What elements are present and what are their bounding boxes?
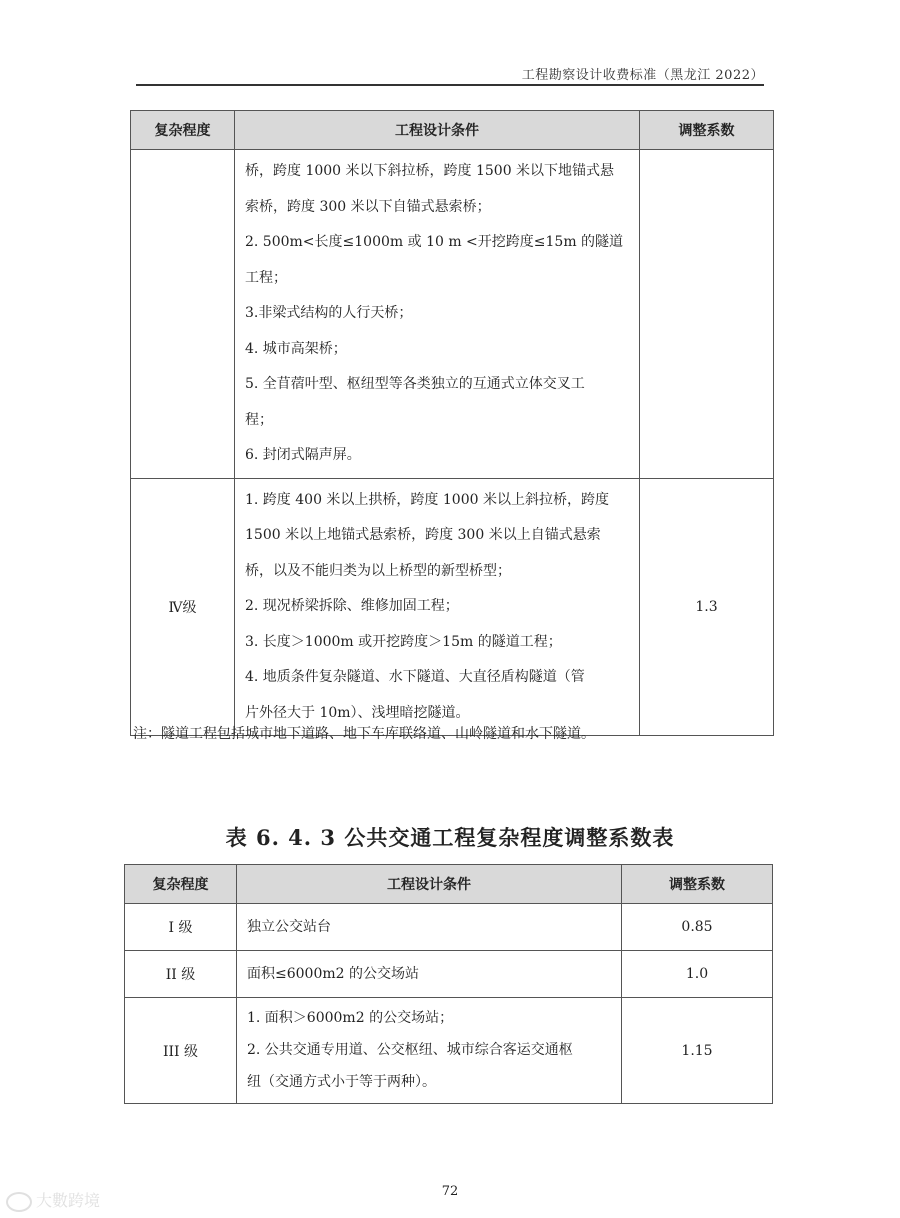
adjustment-coefficient: 1.0 [622, 951, 773, 998]
condition-line: 片外径大于 10m）、浅埋暗挖隧道。 [245, 704, 470, 721]
table-row [125, 998, 773, 1104]
design-conditions [235, 478, 640, 736]
complexity-level: II 级 [125, 951, 237, 998]
condition-line: 1500 米以上地锚式悬索桥，跨度 300 米以上自锚式悬索 [245, 527, 601, 543]
complexity-level: I 级 [125, 904, 237, 951]
col-header-conditions: 工程设计条件 [235, 111, 640, 150]
condition-line: 独立公交站台 [247, 919, 331, 935]
page-number: 72 [441, 1184, 459, 1199]
col-header-complexity: 复杂程度 [125, 865, 237, 904]
design-conditions [237, 998, 622, 1104]
condition-line: 4. 地质条件复杂隧道、水下隧道、大直径盾构隧道（管 [245, 669, 585, 685]
condition-line: 4. 城市高架桥； [245, 340, 347, 357]
complexity-table-public-transport [124, 864, 773, 1104]
table-note: 注：隧道工程包括城市地下道路、地下车库联络道、山岭隧道和水下隧道。 [133, 726, 595, 742]
condition-line: 索桥，跨度 300 米以下自锚式悬索桥； [245, 198, 491, 215]
condition-line: 纽（交通方式小于等于两种）。 [247, 1074, 436, 1090]
complexity-table-road-bridge [130, 110, 774, 736]
col-header-coefficient: 调整系数 [640, 111, 774, 150]
condition-line: 工程； [245, 269, 287, 286]
col-header-coefficient: 调整系数 [622, 865, 773, 904]
condition-line: 面积≤6000m2 的公交场站 [247, 966, 419, 982]
design-conditions [237, 904, 622, 951]
table-header-row [125, 865, 773, 904]
condition-line: 2. 现况桥梁拆除、维修加固工程； [245, 598, 459, 614]
table-header-row [131, 111, 774, 150]
complexity-level [131, 150, 235, 479]
document-header-title: 工程勘察设计收费标准（黑龙江 2022） [521, 68, 764, 83]
condition-line: 5. 全苜蓿叶型、枢纽型等各类独立的互通式立体交叉工 [245, 376, 585, 392]
condition-line: 1. 面积＞6000m2 的公交场站； [247, 1010, 454, 1026]
adjustment-coefficient: 0.85 [622, 904, 773, 951]
watermark [6, 1188, 100, 1212]
col-header-complexity: 复杂程度 [131, 111, 235, 150]
condition-line: 3. 长度＞1000m 或开挖跨度＞15m 的隧道工程； [245, 633, 562, 650]
table-title: 表 6. 4. 3 公共交通工程复杂程度调整系数表 [225, 825, 675, 850]
adjustment-coefficient [640, 150, 774, 479]
table-row [131, 478, 774, 736]
adjustment-coefficient: 1.3 [640, 478, 774, 736]
condition-line: 3.非梁式结构的人行天桥； [245, 305, 413, 321]
condition-line: 1. 跨度 400 米以上拱桥，跨度 1000 米以上斜拉桥，跨度 [245, 491, 609, 508]
watermark-logo-icon [6, 1192, 32, 1212]
design-conditions [235, 150, 640, 479]
condition-line: 6. 封闭式隔声屏。 [245, 447, 361, 463]
header-rule [136, 84, 764, 86]
condition-line: 2. 500m<长度≤1000m 或 10 m <开挖跨度≤15m 的隧道 [245, 234, 624, 250]
watermark-text: 大數跨境 [36, 1191, 101, 1210]
complexity-level: III 级 [125, 998, 237, 1104]
complexity-level: Ⅳ级 [131, 478, 235, 736]
table-row [125, 951, 773, 998]
table-row [131, 150, 774, 479]
condition-line: 桥，跨度 1000 米以下斜拉桥，跨度 1500 米以下地锚式悬 [245, 163, 615, 179]
condition-line: 2. 公共交通专用道、公交枢纽、城市综合客运交通枢 [247, 1042, 573, 1058]
condition-line: 程； [245, 411, 273, 428]
design-conditions [237, 951, 622, 998]
col-header-conditions: 工程设计条件 [237, 865, 622, 904]
adjustment-coefficient: 1.15 [622, 998, 773, 1104]
table-row [125, 904, 773, 951]
condition-line: 桥，以及不能归类为以上桥型的新型桥型； [245, 562, 511, 579]
